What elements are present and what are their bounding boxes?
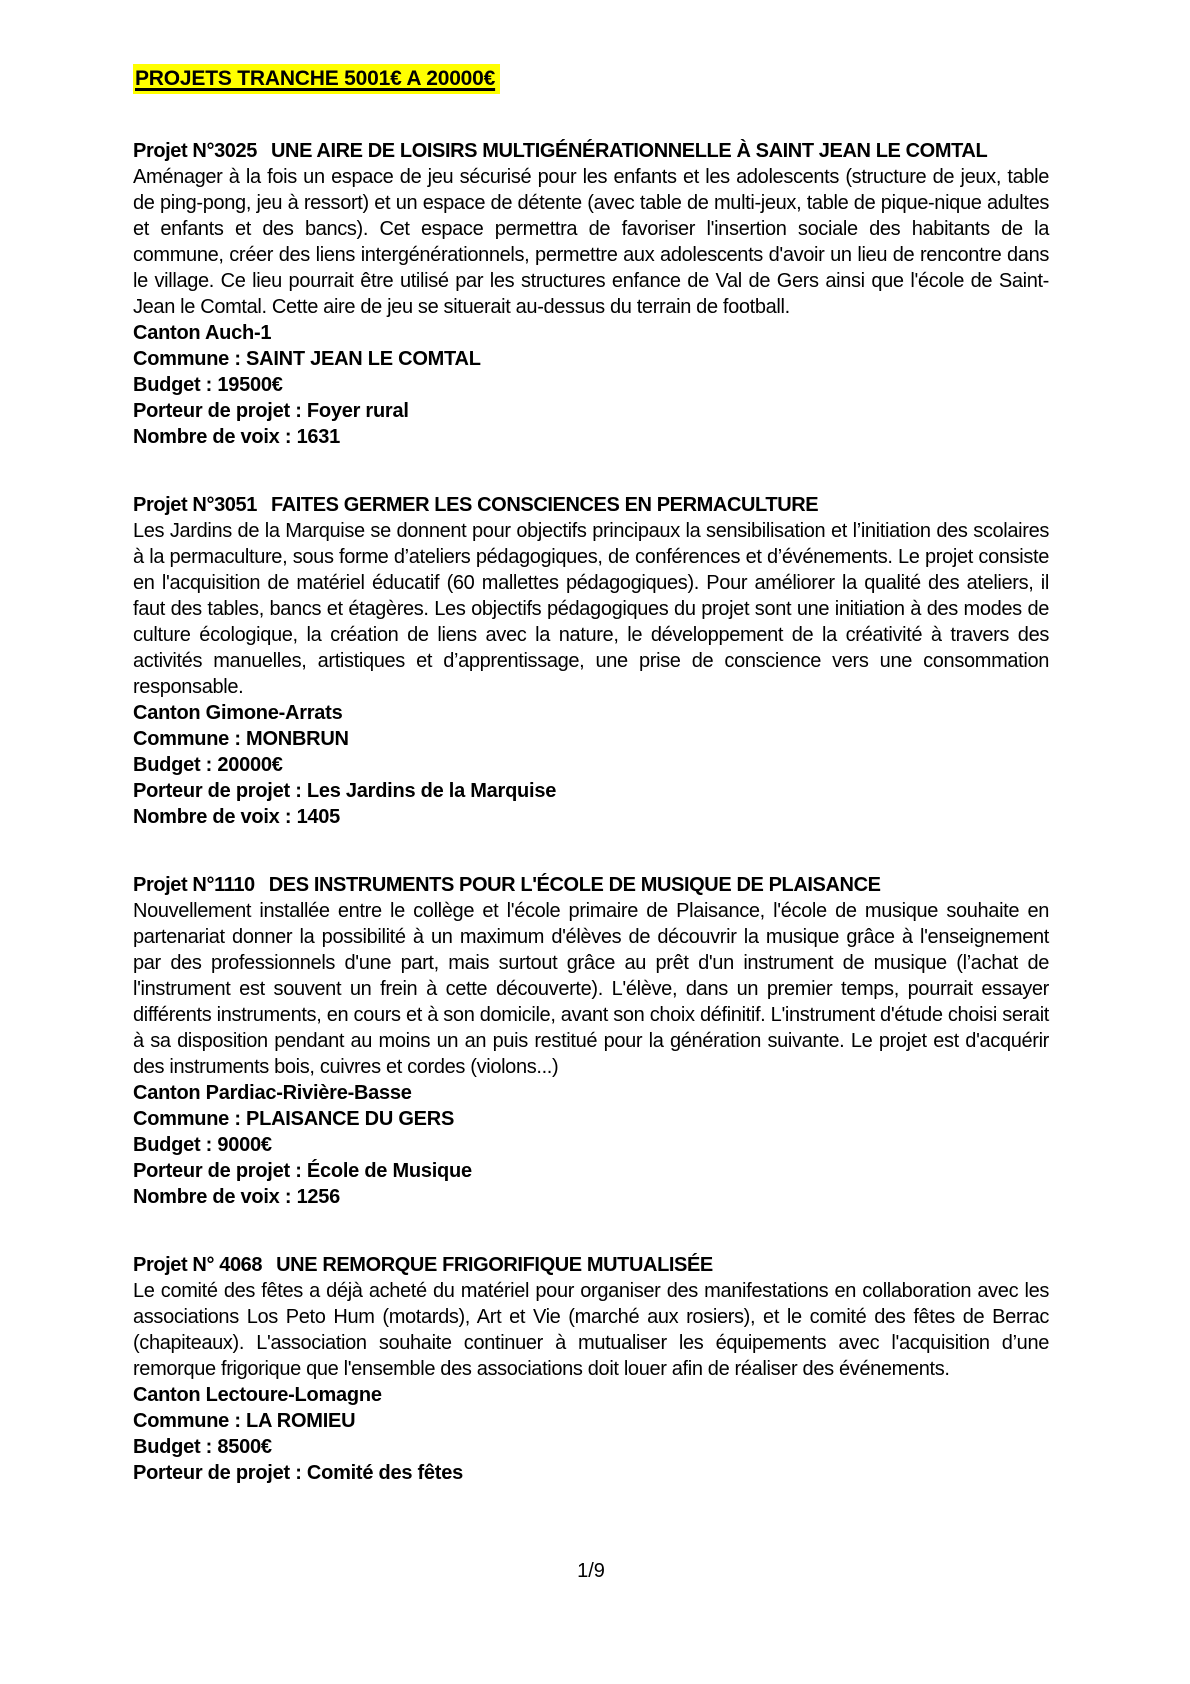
project-description: Les Jardins de la Marquise se donnent pour objectifs principaux la sensibilisation et l’initiation des scolaires à la permaculture, sous forme d’ateliers pédagogiques, de conférences et d’événements. Le projet consiste en l'acquisition de matériel éducatif (60 mallettes pédagogiques). Pour améliorer la qualité des ateliers, il faut des tables, bancs et étagères. Les objectifs pédagogiques du projet sont une initiation à des modes de culture écologique, la création de liens avec la nature, le développement de la créativité à travers des activités manuelles, artistiques et d’apprentissage, une prise de conscience vers une consommation responsable.: [133, 520, 1049, 698]
project-number: Projet N°3025: [133, 140, 257, 162]
project-description: Le comité des fêtes a déjà acheté du matériel pour organiser des manifestations en collaboration avec les associations Los Peto Hum (motards), Art et Vie (marché aux rosiers), et le comité des fêtes de Berrac (chapiteaux). L'association souhaite continuer à mutualiser les équipements avec l'acquisition d’une remorque frigorique que l'ensemble des associations doit louer afin de réaliser des événements.: [133, 1280, 1049, 1380]
commune-line: Commune : SAINT JEAN LE COMTAL: [133, 348, 481, 370]
project-description: Aménager à la fois un espace de jeu sécurisé pour les enfants et les adolescents (structure de jeux, table de ping-pong, jeu à ressort) et un espace de détente (avec table de multi-jeux, table de pique-nique adultes et enfants et des bancs). Cet espace permettra de favoriser l'insertion sociale des habitants de la commune, créer des liens intergénérationnels, permettre aux adolescents d'avoir un lieu de rencontre dans le village. Ce lieu pourrait être utilisé par les structures enfance de Val de Gers ainsi que l'école de Saint-Jean le Comtal. Cette aire de jeu se situerait au-dessus du terrain de football.: [133, 166, 1049, 318]
page-number: 1/9: [577, 1560, 605, 1582]
project-header: [133, 492, 1049, 518]
voix-line: Nombre de voix : 1405: [133, 806, 341, 828]
project-number: Projet N° 4068: [133, 1254, 263, 1276]
project-section-3051: [133, 492, 1049, 830]
porteur-line: Porteur de projet : Comité des fêtes: [133, 1462, 463, 1484]
project-description: Nouvellement installée entre le collège et l'école primaire de Plaisance, l'école de musique souhaite en partenariat donner la possibilité à un maximum d'élèves de découvrir la musique grâce à l'enseignement par des professionnels d'une part, mais surtout grâce au prêt d'un instrument de musique (l’achat de l'instrument est souvent un frein à cette découverte). L'élève, dans un premier temps, pourrait essayer différents instruments, en cours et à son domicile, avant son choix définitif. L'instrument d'étude choisi serait à sa disposition pendant au moins un an puis restitué pour la génération suivante. Le projet est d'acquérir des instruments bois, cuivres et cordes (violons...): [133, 900, 1049, 1078]
project-section-3025: [133, 138, 1049, 450]
project-title: UNE REMORQUE FRIGORIFIQUE MUTUALISÉE: [276, 1254, 713, 1276]
canton-line: Canton Lectoure-Lomagne: [133, 1384, 382, 1406]
commune-line: Commune : PLAISANCE DU GERS: [133, 1108, 455, 1130]
canton-line: Canton Gimone-Arrats: [133, 702, 343, 724]
project-number: Projet N°3051: [133, 494, 257, 516]
budget-line: Budget : 9000€: [133, 1134, 272, 1156]
project-header: [133, 872, 1049, 898]
budget-line: Budget : 8500€: [133, 1436, 272, 1458]
project-section-4068: [133, 1252, 1049, 1486]
porteur-line: Porteur de projet : Foyer rural: [133, 400, 409, 422]
project-title: DES INSTRUMENTS POUR L'ÉCOLE DE MUSIQUE DE PLAISANCE: [268, 874, 881, 896]
project-header: [133, 138, 1049, 164]
project-header: [133, 1252, 1049, 1278]
commune-line: Commune : MONBRUN: [133, 728, 349, 750]
document-title: PROJETS TRANCHE 5001€ A 20000€: [133, 64, 500, 94]
document-content: [133, 64, 1049, 1486]
budget-line: Budget : 20000€: [133, 754, 283, 776]
canton-line: Canton Pardiac-Rivière-Basse: [133, 1082, 412, 1104]
project-title: UNE AIRE DE LOISIRS MULTIGÉNÉRATIONNELLE À SAINT JEAN LE COMTAL: [270, 140, 988, 162]
project-section-1110: [133, 872, 1049, 1210]
commune-line: Commune : LA ROMIEU: [133, 1410, 356, 1432]
voix-line: Nombre de voix : 1631: [133, 426, 341, 448]
canton-line: Canton Auch-1: [133, 322, 272, 344]
voix-line: Nombre de voix : 1256: [133, 1186, 341, 1208]
porteur-line: Porteur de projet : École de Musique: [133, 1160, 472, 1182]
budget-line: Budget : 19500€: [133, 374, 283, 396]
project-title: FAITES GERMER LES CONSCIENCES EN PERMACULTURE: [270, 494, 819, 516]
project-number: Projet N°1110: [133, 874, 255, 896]
porteur-line: Porteur de projet : Les Jardins de la Marquise: [133, 780, 557, 802]
